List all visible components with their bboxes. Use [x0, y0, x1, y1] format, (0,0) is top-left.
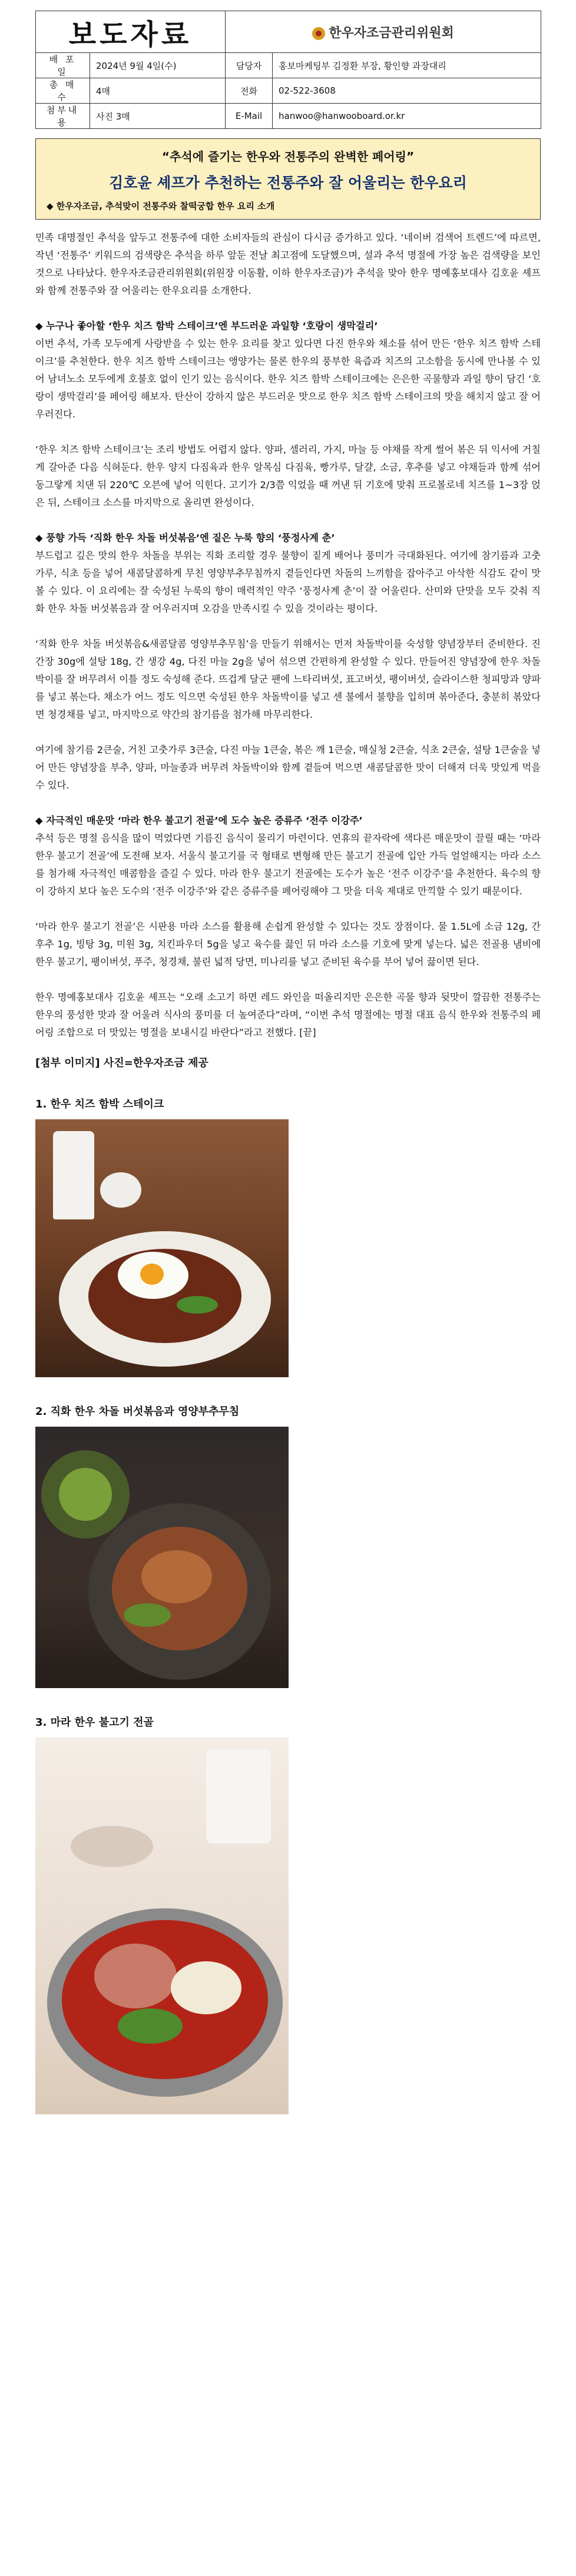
header-table: [35, 11, 541, 129]
value-attachments: 사진 3매: [90, 104, 226, 129]
photo-brisket-stirfry: [35, 1427, 289, 1688]
section2-paragraph2: ‘직화 한우 차돌 버섯볶음&새콤달콤 영양부추무침’을 만들기 위해서는 먼저 차돌박이를 숙성할 양념장부터 준비한다. 진간장 30g에 설탕 18g, 간 생강 4g, 다진 마늘 2g을 넣어 섞으면 간편하게 완성할 수 있다. 만들어진 양념장에 한우 차돌박이를 잘 버무려서 이틀 정도 숙성해 준다. 뜨겁게 달군 팬에 느타리버섯, 표고버섯, 팽이버섯, 슬라이스한 청피망과 양파를 넣고 볶는다. 채소가 어느 정도 익으면 숙성된 한우 차돌박이를 넣고 센 불에서 불향을 입히며 볶아준다, 충분히 볶았다면 청경채를 넣고, 마지막으로 약간의 참기름을 첨가해 마무리한다.: [35, 638, 541, 720]
value-page-count: 4매: [90, 78, 226, 104]
label-contact: 담당자: [226, 53, 273, 78]
section3-paragraph2: ‘마라 한우 불고기 전골’은 시판용 마라 소스를 활용해 손쉽게 완성할 수 있다는 것도 장점이다. 물 1.5L에 소금 12g, 간 후추 1g, 빙탕 3g, 미원 3g, 치킨파우더 5g을 넣고 육수를 끓인 뒤 마라 소스를 기호에 맞게 넣는다. 넓은 전골용 냄비에 한우 불고기, 팽이버섯, 푸주, 청경채, 불린 넓적 당면, 미나리를 넣고 준비된 육수를 부어 넣어 끓이면 된다.: [35, 921, 541, 967]
label-phone: 전화: [226, 78, 273, 104]
article-body: [35, 229, 541, 1042]
photo1-caption: 1. 한우 치즈 함박 스테이크: [35, 1098, 164, 1110]
photo-mala-bulgogi-hotpot: [35, 1738, 289, 2114]
value-contact: 홍보마케팅부 김정환 부장, 황인향 과장대리: [273, 53, 541, 78]
logo-mark-icon: [312, 27, 325, 40]
headline-box: [35, 138, 541, 220]
section2-paragraph1: 부드럽고 깊은 맛의 한우 차돌을 부위는 직화 조리할 경우 불향이 짙게 배어나 풍미가 극대화된다. 여기에 참기름과 고춧가루, 식초 등을 넣어 새콤달콤하게 무친 영양부추무침까지 곁들인다면 차돌의 느끼함을 잡아주고 아삭한 식감도 같이 맛볼 수 있다. 이 요리에는 잘 숙성된 누룩의 향이 매력적인 약주 ‘풍정사계 춘’이 잘 어울린다. 산미와 단맛을 모두 갖춰 직화 한우 차돌 버섯볶음과 잘 어우러지며 오감을 만족시킬 수 있을 것이라는 평이다.: [35, 550, 541, 614]
label-email: E-Mail: [226, 104, 273, 129]
label-release-date: 배 포 일: [36, 53, 90, 78]
logo-text: 한우자조금관리위원회: [329, 25, 454, 41]
value-email[interactable]: hanwoo@hanwooboard.or.kr: [273, 104, 541, 129]
photo3-caption: 3. 마라 한우 불고기 전골: [35, 1716, 154, 1729]
section3-title: ◆ 자극적인 매운맛 ‘마라 한우 불고기 전골’에 도수 높은 증류주 ‘전주 이강주’: [35, 815, 363, 826]
section1-paragraph1: 이번 추석, 가족 모두에게 사랑받을 수 있는 한우 요리를 찾고 있다면 다진 한우와 채소를 섞어 만든 ‘한우 치즈 함박 스테이크’를 추천한다. 한우 치즈 함박 스테이크는 앵양가는 물론 한우의 풍부한 육즙과 치즈의 고소함을 동시에 만나볼 수 있어 남녀노소 모두에게 호불호 없이 인기 있는 음식이다. 한우 치즈 함박 스테이크에는 은은한 곡물향과 과일 향이 담긴 ‘호랑이 생막걸리’를 페어링 해보자. 탄산이 강하지 않은 부드러운 맛으로 한우 치즈 함박 스테이크의 맛을 해치지 않고 잘 어우러진다.: [35, 338, 541, 420]
headline-summary: ◆ 한우자조금, 추석맞이 전통주와 찰떡궁합 한우 요리 소개: [47, 201, 275, 211]
section1-title: ◆ 누구나 좋아할 ‘한우 치즈 함박 스테이크’엔 부드러운 과일향 ‘호랑이 생막걸리’: [35, 320, 378, 331]
label-page-count: 총 매 수: [36, 78, 90, 104]
closing-paragraph: 한우 명예홍보대사 김호윤 셰프는 “오래 소고기 하면 레드 와인을 떠올리지만 은은한 곡물 향과 뒷맛이 깔끔한 전통주는 한우의 풍성한 맛과 잘 어울려 식사의 풍미를 더 높여준다”라며, “이번 추석 명절에는 명절 대표 음식 한우와 전통주의 페어링 조합으로 더 맛있는 명절을 보내시길 바란다”라고 전했다. [끝]: [35, 992, 541, 1038]
section3-paragraph1: 추석 등은 명절 음식을 많이 먹었다면 기름진 음식이 물리기 마련이다. 연휴의 끝자락에 색다른 매운맛이 끌릴 때는 ‘마라 한우 불고기 전골’에 도전해 보자. 서울식 불고기를 국 형태로 변형해 만든 불고기 전골에 입안 가득 얼얼해지는 마라 소스를 첨가해 자극적인 매콤함을 즐길 수 있다. 마라 한우 불고기 전골에는 도수가 높은 ‘전주 이강주’를 추천한다. 육수의 향이 강하지 보다 높은 도수의 ‘전주 이강주’와 같은 증류주를 페어링해야 그 맛을 더욱 제대로 만끽할 수 있기 때문이다.: [35, 833, 541, 897]
section2-title: ◆ 풍향 가득 ‘직화 한우 차돌 버섯볶음’엔 짙은 누룩 향의 ‘풍정사계 춘’: [35, 532, 335, 543]
attachments-heading: [첨부 이미지] 사진=한우자조금 제공: [35, 1057, 208, 1069]
value-phone: 02-522-3608: [273, 78, 541, 104]
value-release-date: 2024년 9월 4일(수): [90, 53, 226, 78]
photo-hamburg-steak: [35, 1119, 289, 1377]
headline-main: 김호윤 셰프가 추천하는 전통주와 잘 어울리는 한우요리: [109, 174, 467, 191]
press-release-page: [35, 11, 541, 2114]
intro-paragraph: 민족 대명절인 추석을 앞두고 전통주에 대한 소비자들의 관심이 다시금 증가하고 있다. ‘네이버 검색어 트렌드’에 따르면, 작년 ‘전통주’ 키워드의 검색량은 추석을 하루 앞둔 전날 최고점에 도달했으며, 설과 추석 명절에 가장 높은 검색량을 보인 것으로 나타났다. 한우자조금관리위원회(위원장 이동활, 이하 한우자조금)가 추석을 맞아 한우 명예홍보대사 김호윤 셰프와 함께 전통주와 잘 어울리는 한우요리를 소개한다.: [35, 232, 541, 296]
label-attachments: 첨부내용: [36, 104, 90, 129]
section1-paragraph2: ‘한우 치즈 함박 스테이크’는 조리 방법도 어렵지 않다. 양파, 셀러리, 가지, 마늘 등 야채를 작게 썰어 볶은 뒤 익서에 거칠게 갈아준 다음 식혀둔다. 한우 양지 다짐육과 한우 알목심 다짐육, 빵가루, 달걀, 소금, 후추를 넣고 야채들과 함께 섞어 동그랗게 치댄 뒤 220℃ 오븐에 넣어 익힌다. 고기가 2/3쯤 익었을 때 꺼낸 뒤 기호에 맞춰 프로볼로네 치즈를 1~3장 얹은 뒤, 스테이크 소스를 마지막으로 올리면 완성이다.: [35, 444, 541, 508]
photo2-caption: 2. 직화 한우 차돌 버섯볶음과 영양부추무침: [35, 1405, 240, 1418]
headline-quote: “추석에 즐기는 한우와 전통주의 완벽한 페어링”: [161, 150, 415, 164]
section2-paragraph3: 여기에 참기름 2큰술, 거친 고춧가루 3큰술, 다진 마늘 1큰술, 볶은 깨 1큰술, 매실청 2큰술, 식초 2큰술, 설탕 1큰술을 넣어 만든 양념장을 부추, 양파, 마늘종과 버무려 차돌박이와 함께 곁들여 먹으면 새콤달콤한 맛이 더해져 더욱 맛있게 먹을 수 있다.: [35, 744, 541, 791]
logo: [226, 11, 541, 53]
document-title: 보도자료: [36, 11, 226, 53]
